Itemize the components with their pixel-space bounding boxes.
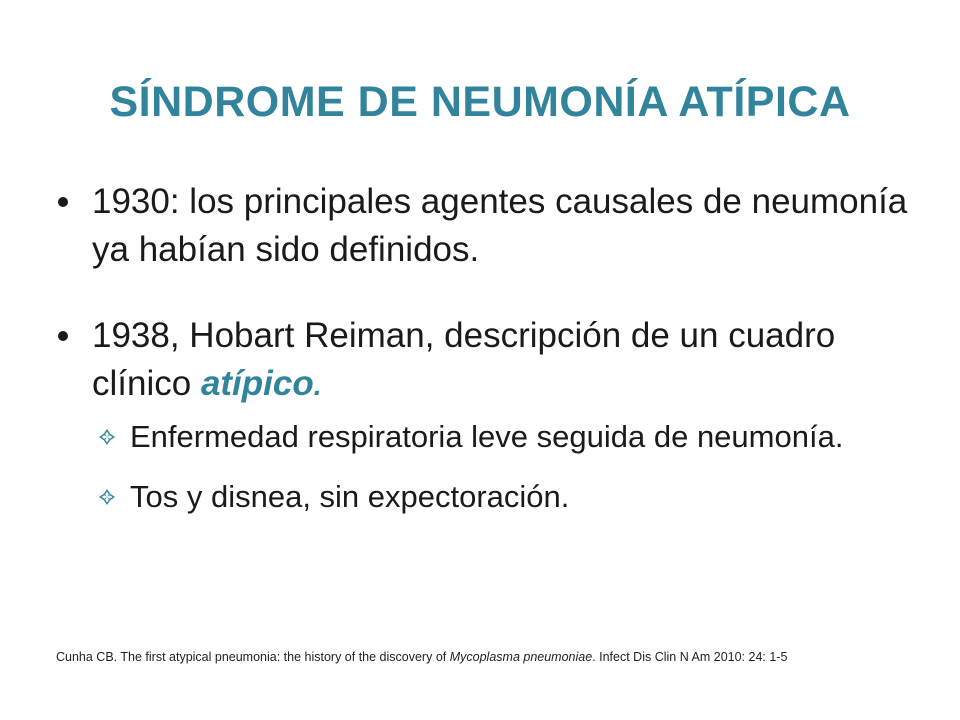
emphasis-word: atípico <box>200 364 314 403</box>
sub-bullet-item <box>84 416 916 458</box>
bullet-text: 1930: los principales agentes causales de neumonía ya habían sido definidos. <box>92 182 908 269</box>
emphasis-punctuation: . <box>313 370 322 401</box>
bullet-item-1938 <box>56 312 916 518</box>
citation-organism: Mycoplasma pneumoniae <box>449 650 593 664</box>
bullet-list <box>56 178 916 556</box>
citation-prefix: Cunha CB. The first atypical pneumonia: the history of the discovery of <box>56 650 450 664</box>
citation-suffix: . Infect Dis Clin N Am 2010: 24: 1-5 <box>592 650 788 664</box>
sub-bullet-item <box>84 476 916 518</box>
diamond-icon <box>98 428 116 446</box>
bullet-text: 1938, Hobart Reiman, descripción de un cuadro clínico <box>92 316 836 403</box>
sub-bullet-text: Enfermedad respiratoria leve seguida de neumonía. <box>130 419 844 454</box>
bullet-dot-icon <box>58 331 68 341</box>
slide-title: SÍNDROME DE NEUMONÍA ATÍPICA <box>109 78 851 126</box>
bullet-dot-icon <box>58 197 68 207</box>
citation <box>56 650 936 664</box>
diamond-icon <box>98 488 116 506</box>
sub-bullet-text: Tos y disnea, sin expectoración. <box>130 479 570 514</box>
bullet-item-1930 <box>56 178 916 274</box>
sub-bullet-list <box>92 416 916 518</box>
